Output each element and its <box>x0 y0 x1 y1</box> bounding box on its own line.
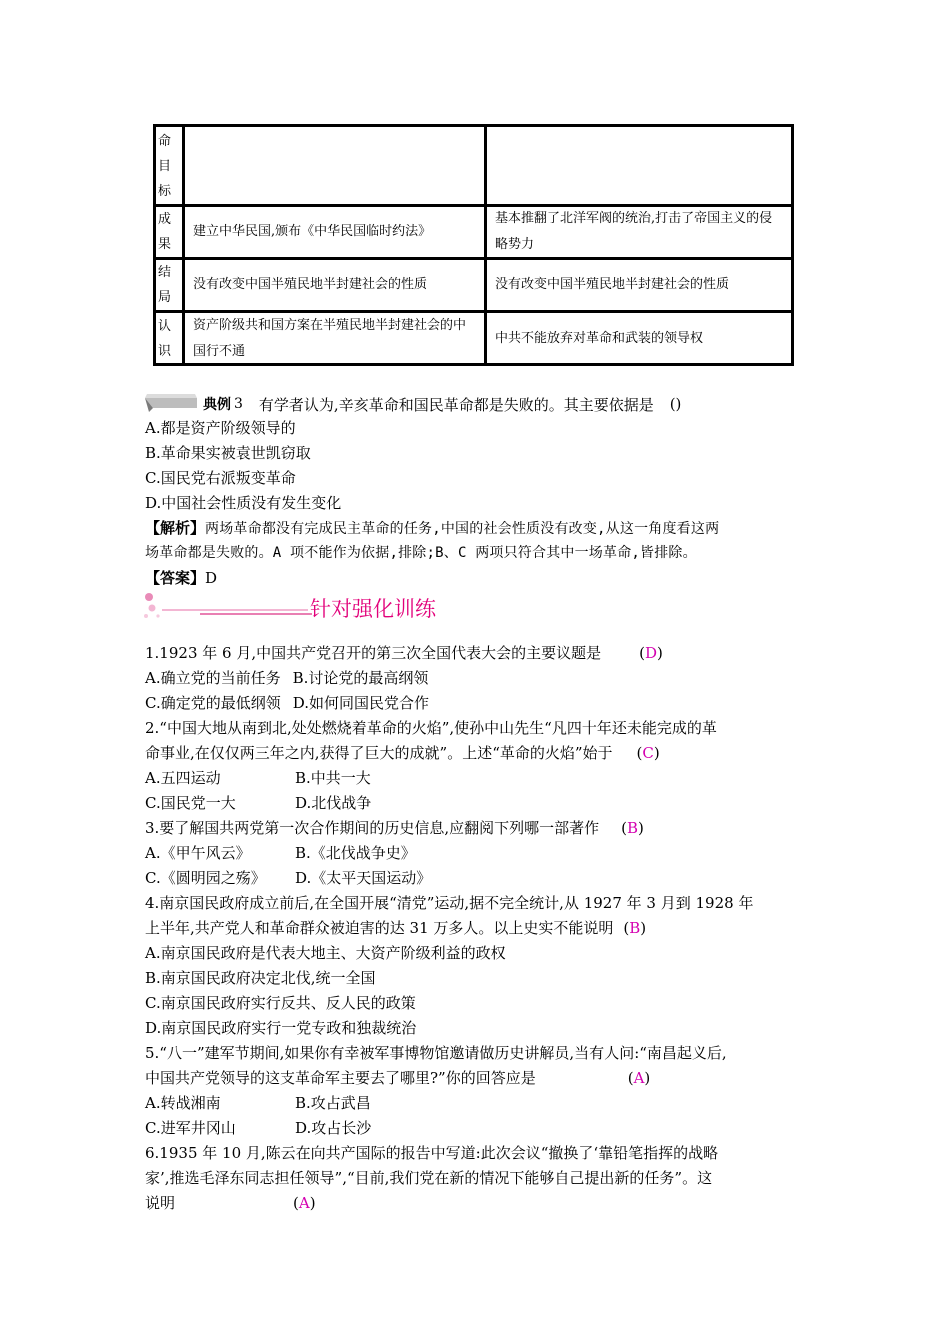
q5-options-row1 <box>145 1091 371 1116</box>
outcome-xinhai-cell: 没有改变中国半殖民地半封建社会的性质 <box>185 260 487 313</box>
example-option-c: C.国民党右派叛变革命 <box>145 469 296 487</box>
q3-options-row1 <box>145 841 416 866</box>
example-number: 3 <box>234 396 243 412</box>
analysis-line-2: 场革命都是失败的。A 项不能作为依据,排除;B、C 两项只符合其中一场革命,皆排除。 <box>145 545 697 561</box>
q4-stem-line1: 4.南京国民政府成立前后,在全国开展“清党”运动,据不完全统计,从 1927 年 3 月到 1928 年 <box>145 894 754 912</box>
example-option-d: D.中国社会性质没有发生变化 <box>145 494 342 512</box>
result-national-cell: 基本推翻了北洋军阀的统治,打击了帝国主义的侵略势力 <box>487 207 791 260</box>
q2-stem-line1: 2.“中国大地从南到北,处处燃烧着革命的火焰”,使孙中山先生“凡四十年还未能完成的革 <box>145 719 717 737</box>
q5-stem-line2: 中国共产党领导的这支革命军主要去了哪里?”你的回答应是 (A) <box>145 1069 651 1087</box>
q1-option-b: B.讨论党的最高纲领 <box>292 669 429 687</box>
insight-xinhai-cell: 资产阶级共和国方案在半殖民地半封建社会的中国行不通 <box>185 313 487 365</box>
q6-answer: A <box>298 1194 310 1212</box>
q4-option-d: D.南京国民政府实行一党专政和独裁统治 <box>145 1019 417 1037</box>
comparison-table <box>153 124 794 366</box>
example-option-b: B.革命果实被袁世凯窃取 <box>145 444 311 462</box>
row-label-outcome: 结 局 <box>156 260 185 313</box>
q1-options-row2 <box>145 691 429 716</box>
q4-option-c: C.南京国民政府实行反共、反人民的政策 <box>145 994 416 1012</box>
q6-stem-line2: 家’,推选毛泽东同志担任领导”,“目前,我们党在新的情况下能够自己提出新的任务”。这 <box>145 1169 713 1187</box>
q5-option-a: A.转战湘南 <box>145 1094 221 1112</box>
q1-option-c: C.确定党的最低纲领 <box>145 694 281 712</box>
q5-stem-text: 中国共产党领导的这支革命军主要去了哪里?”你的回答应是 <box>145 1069 536 1087</box>
outcome-national-cell: 没有改变中国半殖民地半封建社会的性质 <box>487 260 791 313</box>
q3-option-b: B.《北伐战争史》 <box>295 844 416 862</box>
q2-options-row1 <box>145 766 371 791</box>
q1-stem-text: 1.1923 年 6 月,中国共产党召开的第三次全国代表大会的主要议题是 <box>145 644 602 662</box>
q3-option-c: C.《圆明园之殇》 <box>145 869 266 887</box>
q5-option-d: D.攻占长沙 <box>295 1119 372 1137</box>
example-paren: () <box>669 395 682 413</box>
q4-stem-line2: 上半年,共产党人和革命群众被迫害的达 31 万多人。以上史实不能说明 (B) <box>145 919 647 937</box>
q5-answer: A <box>633 1069 645 1087</box>
q3-options-row2 <box>145 866 431 891</box>
q1-stem: 1.1923 年 6 月,中国共产党召开的第三次全国代表大会的主要议题是 (D) <box>145 644 663 662</box>
q3-stem: 3.要了解国共两党第一次合作期间的历史信息,应翻阅下列哪一部著作 (B) <box>145 819 644 837</box>
q5-option-b: B.攻占武昌 <box>295 1094 371 1112</box>
q3-option-d: D.《太平天国运动》 <box>295 869 432 887</box>
q3-stem-text: 3.要了解国共两党第一次合作期间的历史信息,应翻阅下列哪一部著作 <box>145 819 600 837</box>
q5-stem-line1: 5.“八一”建军节期间,如果你有幸被军事博物馆邀请做历史讲解员,当有人问:“南昌起义后, <box>145 1044 727 1062</box>
q5-options-row2 <box>145 1116 371 1141</box>
q6-stem-text: 说明 <box>145 1194 176 1212</box>
answer-tag: 【答案】 <box>145 569 206 587</box>
answer-value: D <box>205 569 218 587</box>
row-label-goal: 命 目 标 <box>156 127 185 207</box>
example-header <box>145 392 681 416</box>
q3-option-a: A.《甲午风云》 <box>145 844 251 862</box>
q1-options-row1 <box>145 666 428 691</box>
q3-answer: B <box>626 819 638 837</box>
section-title: 针对强化训练 <box>310 597 436 621</box>
q4-answer: B <box>629 919 641 937</box>
row-label-insight: 认 识 <box>156 313 185 365</box>
q5-option-c: C.进军井冈山 <box>145 1119 236 1137</box>
result-xinhai-cell: 建立中华民国,颁布《中华民国临时约法》 <box>185 207 487 260</box>
q2-answer: C <box>642 744 654 762</box>
q2-options-row2 <box>145 791 371 816</box>
q2-option-b: B.中共一大 <box>295 769 371 787</box>
q2-option-a: A.五四运动 <box>145 769 221 787</box>
analysis-text-1: 两场革命都没有完成民主革命的任务,中国的社会性质没有改变,从这一角度看这两 <box>205 521 720 537</box>
q2-stem-line2: 命事业,在仅仅两三年之内,获得了巨大的成就”。上述“革命的火焰”始于 (C) <box>145 744 660 762</box>
example-option-a: A.都是资产阶级领导的 <box>145 419 296 437</box>
insight-national-cell: 中共不能放弃对革命和武装的领导权 <box>495 331 704 346</box>
q4-stem-text: 上半年,共产党人和革命群众被迫害的达 31 万多人。以上史实不能说明 <box>145 919 614 937</box>
q2-stem-text: 命事业,在仅仅两三年之内,获得了巨大的成就”。上述“革命的火焰”始于 <box>145 744 613 762</box>
q1-option-a: A.确立党的当前任务 <box>145 669 281 687</box>
q6-stem-line1: 6.1935 年 10 月,陈云在向共产国际的报告中写道:此次会议“撤换了‘靠铅笔指挥的战略 <box>145 1144 719 1162</box>
q4-option-a: A.南京国民政府是代表大地主、大资产阶级利益的政权 <box>145 944 506 962</box>
example-label: 典例 <box>203 397 231 413</box>
q2-option-d: D.北伐战争 <box>295 794 372 812</box>
analysis-tag: 【解析】 <box>145 519 206 537</box>
analysis-line-1 <box>145 516 719 542</box>
q1-option-d: D.如何同国民党合作 <box>292 694 429 712</box>
goal-xinhai-cell <box>185 127 487 207</box>
q4-option-b: B.南京国民政府决定北伐,统一全国 <box>145 969 376 987</box>
goal-national-cell <box>487 127 791 207</box>
row-label-result: 成 果 <box>156 207 185 260</box>
example-question: 有学者认为,辛亥革命和国民革命都是失败的。其主要依据是 <box>258 395 654 414</box>
q1-answer: D <box>644 644 657 662</box>
example-ribbon-icon <box>145 394 197 414</box>
q6-stem-line3: 说明 (A) <box>145 1194 316 1212</box>
q2-option-c: C.国民党一大 <box>145 794 236 812</box>
